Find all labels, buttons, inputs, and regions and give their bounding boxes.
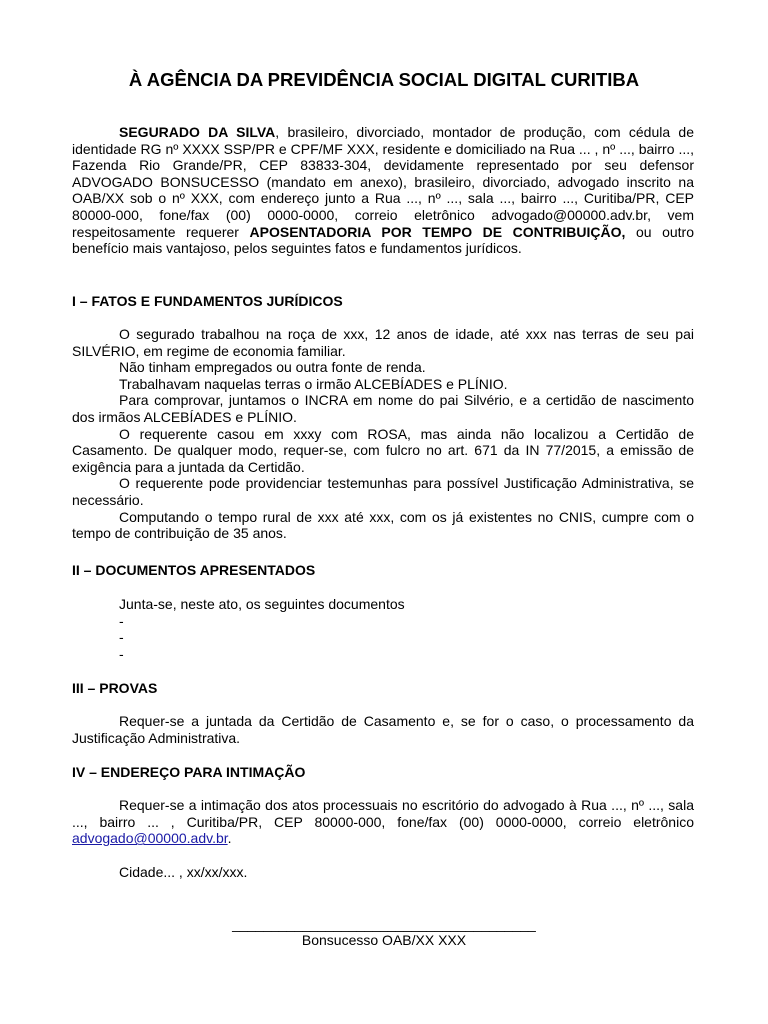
intro-text: , brasileiro, divorciado, montador de produção, com cédula de identidade RG nº XXXX SSP/PR e CPF/MF XXX, residente e domiciliado na Rua ... , nº ..., bairro ..., Fazenda Rio Grande/PR, CEP 83833-304, devidamente representado por seu defensor ADVOGADO BONSUCESSO (mandato em anexo), brasileiro, divorciado, advogado inscrito na OAB/XX sob o nº XXX, com endereço junto a Rua ..., nº ..., sala ..., bairro ..., Curitiba/PR, CEP 80000-000, fone/fax (00) 0000-0000, correio eletrônico advogado@00000.adv.br, vem respeitosamente requerer (72, 124, 694, 240)
document-list-item: - (119, 645, 124, 662)
intro-text-end: ou outro benefício mais vantajoso, pelos seguintes fatos e fundamentos jurídicos. (72, 223, 695, 257)
date-block (72, 864, 694, 881)
section-heading-address: IV – ENDEREÇO PARA INTIMAÇÃO (72, 764, 306, 780)
facts-paragraph: Para comprovar, juntamos o INCRA em nome do pai Silvério, e a certidão de nascimento dos irmãos ALCEBÍADES e PLÍNIO. (72, 392, 694, 425)
section-heading-documents: II – DOCUMENTOS APRESENTADOS (72, 562, 316, 578)
facts-paragraph: Não tinham empregados ou outra fonte de renda. (119, 359, 426, 376)
insured-name: SEGURADO DA SILVA (119, 124, 276, 140)
facts-paragraph: Trabalhavam naquelas terras o irmão ALCEBÍADES e PLÍNIO. (119, 375, 508, 392)
evidence-section (72, 713, 694, 746)
address-section: Requer-se a intimação dos atos processuais no escritório do advogado à Rua ..., nº ..., sala ..., bairro ... , Curitiba/PR, CEP 80000-000, fone/fax (00) 0000-0000, correio eletrônico advogado@00000.adv.br. (72, 797, 694, 847)
date-line: Cidade... , xx/xx/xxx. (119, 864, 248, 880)
section-heading-evidence: III – PROVAS (72, 680, 158, 696)
documents-section (72, 596, 694, 662)
lawyer-email-link[interactable]: advogado@00000.adv.br (72, 830, 228, 847)
section-heading-facts: I – FATOS E FUNDAMENTOS JURÍDICOS (72, 293, 343, 309)
signature-name: Bonsucesso OAB/XX XXX (301, 932, 467, 948)
facts-paragraph: O requerente casou em xxxy com ROSA, mas ainda não localizou a Certidão de Casamento. De qualquer modo, requer-se, com fulcro no art. 671 da IN 77/2015, a emissão de exigência para a juntada da Certidão. (72, 425, 694, 475)
facts-section (72, 326, 694, 542)
facts-paragraph: O requerente pode providenciar testemunhas para possível Justificação Administrativa, se necessário. (72, 475, 694, 508)
signature-line: _______________________________________ (232, 916, 536, 932)
facts-paragraph: O segurado trabalhou na roça de xxx, 12 anos de idade, até xxx nas terras de seu pai SILVÉRIO, em regime de economia familiar. (72, 326, 694, 359)
document-list-item: - (119, 629, 124, 646)
evidence-paragraph: Requer-se a juntada da Certidão de Casamento e, se for o caso, o processamento da Justificação Administrativa. (72, 713, 694, 746)
documents-intro: Junta-se, neste ato, os seguintes documentos (119, 596, 405, 612)
document-list-item: - (119, 612, 124, 629)
benefit-request: APOSENTADORIA POR TEMPO DE CONTRIBUIÇÃO, (249, 223, 626, 240)
intro-paragraph (72, 124, 694, 257)
page-title: À AGÊNCIA DA PREVIDÊNCIA SOCIAL DIGITAL CURITIBA (128, 69, 640, 90)
facts-paragraph: Computando o tempo rural de xxx até xxx, com os já existentes no CNIS, cumpre com o tempo de contribuição de 35 anos. (72, 508, 694, 542)
address-text: Requer-se a intimação dos atos processuais no escritório do advogado à Rua ..., nº ..., sala ..., bairro ... , Curitiba/PR, CEP 80000-000, fone/fax (00) 0000-0000, correio eletrônico (72, 797, 694, 830)
